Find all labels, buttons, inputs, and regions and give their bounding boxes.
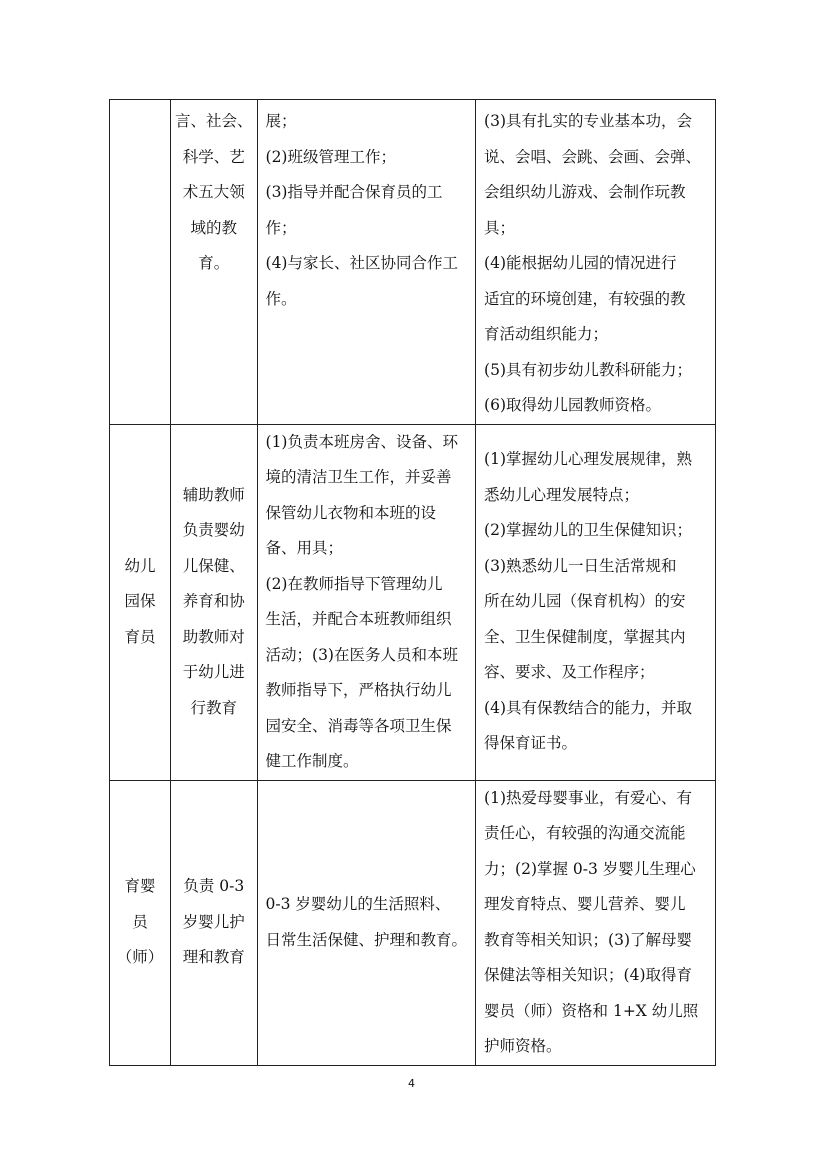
cell-text-line: 所在幼儿园（保育机构）的安 [484, 592, 686, 611]
cell-text-line: 健工作制度。 [265, 752, 359, 770]
requirements-cell [476, 100, 716, 425]
duty-cell [171, 424, 258, 780]
table-row [110, 424, 716, 780]
cell-text-line: (4)具有保教结合的能力，并取 [484, 698, 692, 717]
cell-text-line: 具； [484, 218, 516, 237]
cell-text-line: 备、用具； [265, 539, 344, 557]
cell-text-line: 育婴 [124, 877, 156, 896]
cell-text-line: 活动；(3)在医务人员和本班 [265, 645, 458, 664]
cell-text-line: 行教育 [190, 698, 238, 717]
position-cell [110, 780, 171, 1065]
cell-text-line: 园安全、消毒等各项卫生保 [265, 716, 452, 735]
cell-text-line: (6)取得幼儿园教师资格。 [484, 396, 661, 414]
cell-text-line: 境的清洁卫生工作，并妥善 [265, 468, 452, 486]
requirements-cell [476, 780, 716, 1065]
cell-text-line: 育活动组织能力； [484, 325, 609, 343]
position-cell [110, 424, 171, 780]
cell-text-line: 教育等相关知识；(3)了解母婴 [484, 930, 692, 949]
cell-text-line: 言、社会、 [175, 112, 253, 130]
cell-text-line: 养育和协 [182, 592, 245, 611]
cell-text-line: 育员 [124, 627, 156, 646]
table-row [110, 100, 716, 425]
duty-cell [171, 100, 258, 425]
table-row [110, 780, 716, 1065]
cell-text-line: (2)班级管理工作； [265, 147, 396, 166]
cell-text-line: 儿保健、 [182, 556, 245, 575]
cell-text-line: 负责 0-3 [183, 877, 245, 896]
requirements-cell [476, 424, 716, 780]
cell-text-line: 日常生活保健、护理和教育。 [265, 930, 468, 949]
cell-text-line: 幼儿 [124, 556, 156, 575]
cell-text-line: 容、要求、及工作程序； [484, 663, 655, 682]
cell-text-line: 会组织幼儿游戏、会制作玩教 [484, 183, 686, 201]
responsibilities-cell [257, 424, 476, 780]
cell-text-line: 术五大领 [182, 183, 245, 201]
cell-text-line: 责任心，有较强的沟通交流能 [484, 824, 686, 842]
cell-text-line: 力；(2)掌握 0-3 岁婴儿生理心 [484, 859, 696, 878]
cell-text-line: 生活，并配合本班教师组织 [265, 610, 452, 628]
cell-text-line: 得保育证书。 [484, 734, 578, 753]
cell-text-line: 辅助教师 [182, 485, 245, 504]
cell-text-line: 育。 [198, 254, 230, 272]
responsibilities-cell [257, 780, 476, 1065]
job-requirements-table [109, 99, 716, 1066]
cell-text-line: 园保 [124, 592, 156, 611]
position-cell [110, 100, 171, 425]
cell-text-line: 作； [265, 218, 297, 237]
responsibilities-cell [257, 100, 476, 425]
cell-text-line: 悉幼儿心理发展特点； [484, 485, 640, 504]
cell-text-line: 负责婴幼 [182, 521, 245, 540]
cell-text-line: 域的教 [190, 218, 238, 237]
cell-text-line: （师） [116, 948, 164, 967]
cell-text-line: (4)能根据幼儿园的情况进行 [484, 254, 677, 272]
cell-text-line: 理和教育 [182, 948, 245, 967]
cell-text-line: (3)指导并配合保育员的工 [265, 183, 443, 201]
cell-text-line: 保管幼儿衣物和本班的设 [265, 503, 437, 522]
duty-cell [171, 780, 258, 1065]
cell-text-line: (3)熟悉幼儿一日生活常规和 [484, 556, 677, 575]
cell-text-line: 岁婴儿护 [182, 912, 245, 931]
cell-text-line: (1)掌握幼儿心理发展规律，熟 [484, 450, 692, 469]
cell-text-line: 适宜的环境创建，有较强的教 [484, 289, 686, 308]
cell-text-line: (2)掌握幼儿的卫生保健知识； [484, 521, 692, 540]
cell-text-line: 作。 [265, 289, 297, 308]
cell-text-line: 于幼儿进 [182, 663, 245, 682]
cell-text-line: (1)负责本班房舍、设备、环 [265, 432, 458, 451]
page-number: 4 [408, 1077, 415, 1090]
cell-text-line: 理发育特点、婴儿营养、婴儿 [484, 895, 686, 913]
cell-text-line: 助教师对 [182, 627, 245, 646]
cell-text-line: (5)具有初步幼儿教科研能力； [484, 360, 692, 379]
cell-text-line: 全、卫生保健制度，掌握其内 [484, 627, 686, 646]
cell-text-line: 0-3 岁婴幼儿的生活照料、 [265, 895, 451, 913]
cell-text-line: 婴员（师）资格和 1+X 幼儿照 [484, 1001, 699, 1020]
cell-text-line: (1)热爱母婴事业，有爱心、有 [484, 788, 692, 807]
cell-text-line: 展； [265, 112, 297, 130]
cell-text-line: 护师资格。 [484, 1037, 562, 1055]
cell-text-line: (3)具有扎实的专业基本功，会 [484, 112, 692, 130]
cell-text-line: (2)在教师指导下管理幼儿 [265, 574, 443, 593]
cell-text-line: 说、会唱、会跳、会画、会弹、 [484, 147, 702, 166]
cell-text-line: (4)与家长、社区协同合作工 [265, 254, 458, 272]
cell-text-line: 保健法等相关知识；(4)取得育 [484, 966, 692, 984]
cell-text-line: 教师指导下，严格执行幼儿 [265, 681, 452, 699]
cell-text-line: 员 [132, 912, 148, 931]
cell-text-line: 科学、艺 [182, 147, 245, 166]
